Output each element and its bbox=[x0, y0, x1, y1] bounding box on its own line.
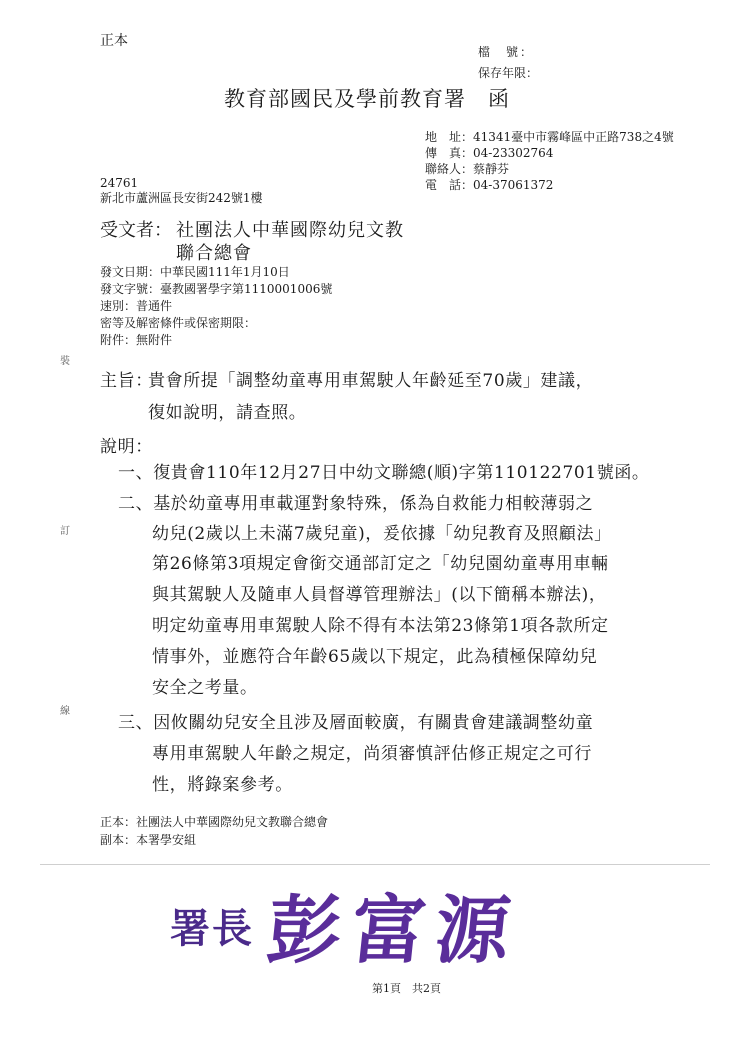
explanation-item-2-cont: 情事外，並應符合年齡65歲以下規定，此為積極保障幼兒 bbox=[152, 647, 598, 667]
distribution-original: 正本：社團法人中華國際幼兒文教聯合總會 bbox=[100, 815, 329, 829]
recipient-address: 新北市蘆洲區長安街242號1樓 bbox=[100, 191, 263, 205]
binding-mark-xian: 線 bbox=[60, 706, 70, 717]
explanation-item-3-cont: 性，將錄案參考。 bbox=[152, 775, 293, 795]
signature-title: 署長 bbox=[170, 905, 254, 952]
document-number: 發文字號：臺教國署學字第1110001006號 bbox=[100, 282, 333, 296]
confidentiality: 密等及解密條件或保密期限： bbox=[100, 316, 257, 330]
explanation-item-2-cont: 與其駕駛人及隨車人員督導管理辦法」(以下簡稱本辦法)， bbox=[152, 585, 607, 605]
issue-date: 發文日期：中華民國111年1月10日 bbox=[100, 265, 290, 279]
explanation-label: 說明： bbox=[100, 437, 153, 457]
sender-address: 地 址：41341臺中市霧峰區中正路738之4號 bbox=[425, 130, 674, 144]
subject-line1: 貴會所提「調整幼童專用車駕駛人年齡延至70歲」建議， bbox=[148, 371, 594, 391]
sender-contact: 聯絡人：蔡靜芬 bbox=[425, 162, 510, 176]
recipient-label: 受文者： bbox=[100, 220, 172, 241]
subject-line2: 復如說明，請查照。 bbox=[148, 403, 307, 423]
signature-name: 彭富源 bbox=[262, 888, 524, 974]
page-number: 第1頁 共2頁 bbox=[372, 982, 441, 995]
explanation-item-2-cont: 第26條第3項規定會銜交通部訂定之「幼兒園幼童專用車輛 bbox=[152, 554, 609, 574]
explanation-item-3-cont: 專用車駕駛人年齡之規定，尚須審慎評估修正規定之可行 bbox=[152, 744, 592, 764]
recipient-name-line2: 聯合總會 bbox=[176, 243, 252, 264]
sender-fax: 傳 真：04-23302764 bbox=[425, 146, 554, 160]
explanation-item-3: 三、因攸關幼兒安全且涉及層面較廣，有關貴會建議調整幼童 bbox=[118, 713, 594, 733]
divider-line bbox=[40, 864, 710, 865]
binding-mark-zhuang: 裝 bbox=[60, 356, 70, 367]
explanation-item-2-cont: 明定幼童專用車駕駛人除不得有本法第23條第1項各款所定 bbox=[152, 616, 609, 636]
recipient-name-line1: 社團法人中華國際幼兒文教 bbox=[176, 220, 404, 241]
retention-period-label: 保存年限： bbox=[478, 66, 539, 80]
original-copy-label: 正本 bbox=[100, 33, 128, 49]
distribution-copy: 副本：本署學安組 bbox=[100, 833, 197, 847]
explanation-item-1: 一、復貴會110年12月27日中幼文聯總(順)字第110122701號函。 bbox=[118, 463, 650, 483]
explanation-item-2: 二、基於幼童專用車載運對象特殊，係為自救能力相較薄弱之 bbox=[118, 494, 594, 514]
subject-label: 主旨： bbox=[100, 371, 153, 391]
document-title: 教育部國民及學前教育署 函 bbox=[224, 87, 510, 111]
explanation-item-2-cont: 幼兒(2歲以上未滿7歲兒童)，爰依據「幼兒教育及照顧法」 bbox=[152, 524, 612, 544]
attachment: 附件：無附件 bbox=[100, 333, 173, 347]
file-number-label: 檔 號： bbox=[478, 45, 535, 59]
postal-code: 24761 bbox=[100, 176, 139, 190]
explanation-item-2-cont: 安全之考量。 bbox=[152, 678, 258, 698]
urgency: 速別：普通件 bbox=[100, 299, 173, 313]
binding-mark-ding: 訂 bbox=[60, 526, 70, 537]
sender-phone: 電 話：04-37061372 bbox=[425, 178, 554, 192]
